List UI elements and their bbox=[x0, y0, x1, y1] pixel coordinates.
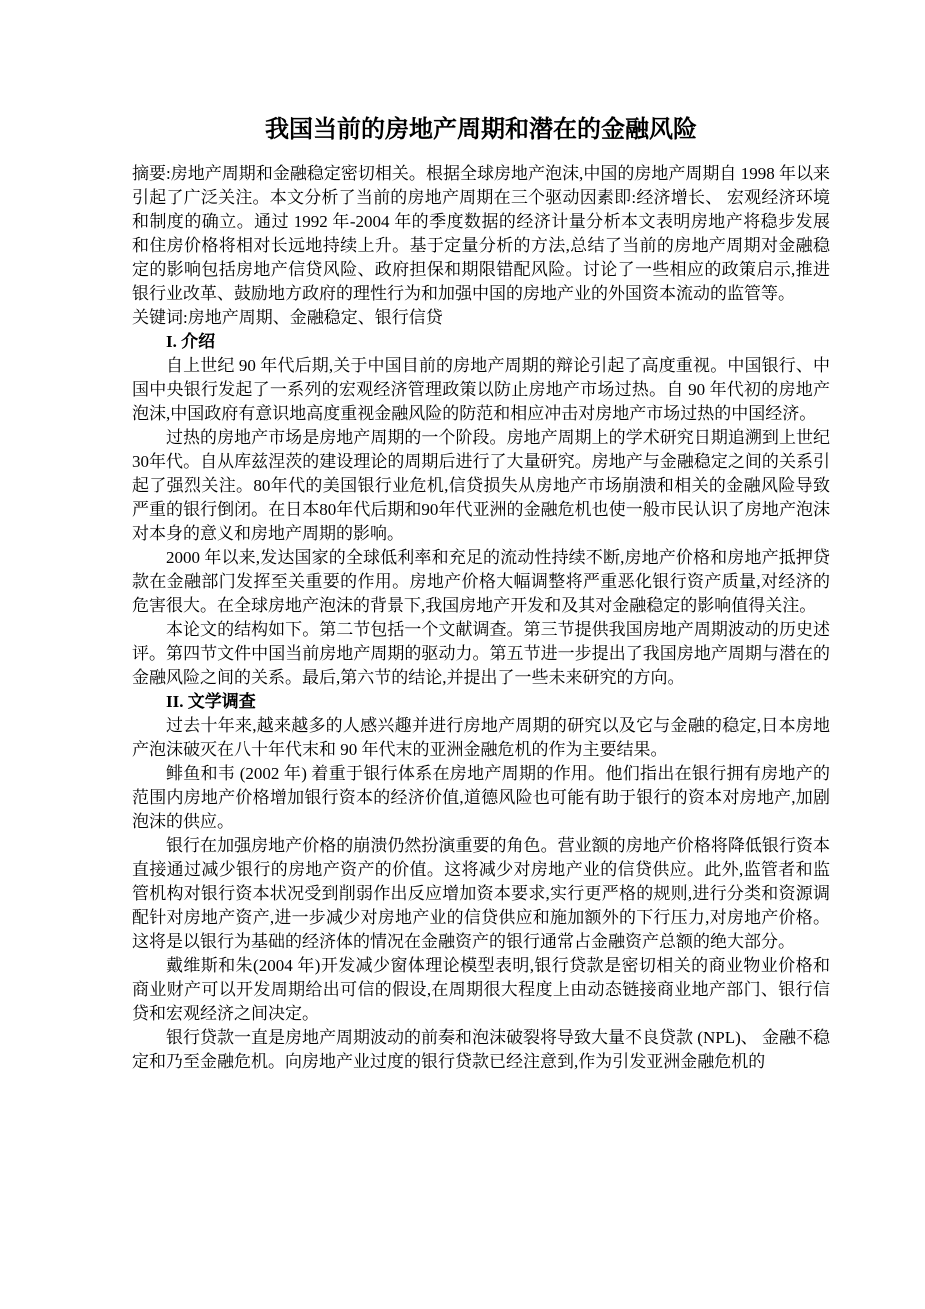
paragraph: 过热的房地产市场是房地产周期的一个阶段。房地产周期上的学术研究日期追溯到上世纪30年代。自从库兹涅茨的建设理论的周期后进行了大量研究。房地产与金融稳定之间的关系引起了强烈关注。80年代的美国银行业危机,信贷损失从房地产市场崩溃和相关的金融风险导致严重的银行倒闭。在日本80年代后期和90年代亚洲的金融危机也使一般市民认识了房地产泡沫对本身的意义和房地产周期的影响。 bbox=[132, 428, 830, 543]
paragraph: 戴维斯和朱(2004 年)开发减少窗体理论模型表明,银行贷款是密切相关的商业物业价格和商业财产可以开发周期给出可信的假设,在周期很大程度上由动态链接商业地产部门、银行信贷和宏观经济之间决定。 bbox=[132, 956, 830, 1023]
paragraph: 鲱鱼和韦 (2002 年) 着重于银行体系在房地产周期的作用。他们指出在银行拥有房地产的范围内房地产价格增加银行资本的经济价值,道德风险也可能有助于银行的资本对房地产,加剧泡沫的供应。 bbox=[132, 764, 830, 831]
section-heading-introduction: I. 介绍 bbox=[166, 332, 216, 351]
document-content bbox=[132, 111, 830, 1074]
abstract-paragraph: 摘要:房地产周期和金融稳定密切相关。根据全球房地产泡沫,中国的房地产周期自 1998 年以来引起了广泛关注。本文分析了当前的房地产周期在三个驱动因素即:经济增长、 宏观经济环境和制度的确立。通过 1992 年-2004 年的季度数据的经济计量分析本文表明房地产将稳步发展和住房价格将相对长远地持续上升。基于定量分析的方法,总结了当前的房地产周期对金融稳定的影响包括房地产信贷风险、政府担保和期限错配风险。讨论了一些相应的政策启示,推进银行业改革、鼓励地方政府的理性行为和加强中国的房地产业的外国资本流动的监管等。 bbox=[132, 164, 830, 303]
document-title: 我国当前的房地产周期和潜在的金融风险 bbox=[265, 117, 697, 143]
keywords-line: 关键词:房地产周期、金融稳定、银行信贷 bbox=[132, 308, 443, 327]
section-heading-literature-survey: II. 文学调查 bbox=[166, 692, 256, 711]
paragraph: 自上世纪 90 年代后期,关于中国目前的房地产周期的辩论引起了高度重视。中国银行、中国中央银行发起了一系列的宏观经济管理政策以防止房地产市场过热。自 90 年代初的房地产泡沫,中国政府有意识地高度重视金融风险的防范和相应冲击对房地产市场过热的中国经济。 bbox=[132, 356, 830, 423]
paragraph: 银行在加强房地产价格的崩溃仍然扮演重要的角色。营业额的房地产价格将降低银行资本直接通过减少银行的房地产资产的价值。这将减少对房地产业的信贷供应。此外,监管者和监管机构对银行资本状况受到削弱作出反应增加资本要求,实行更严格的规则,进行分类和资源调配针对房地产资产,进一步减少对房地产业的信贷供应和施加额外的下行压力,对房地产价格。这将是以银行为基础的经济体的情况在金融资产的银行通常占金融资产总额的绝大部分。 bbox=[132, 836, 830, 951]
paragraph: 2000 年以来,发达国家的全球低利率和充足的流动性持续不断,房地产价格和房地产抵押贷款在金融部门发挥至关重要的作用。房地产价格大幅调整将严重恶化银行资产质量,对经济的危害很大。在全球房地产泡沫的背景下,我国房地产开发和及其对金融稳定的影响值得关注。 bbox=[132, 548, 830, 615]
paragraph: 银行贷款一直是房地产周期波动的前奏和泡沫破裂将导致大量不良贷款 (NPL)、 金融不稳定和乃至金融危机。向房地产业过度的银行贷款已经注意到,作为引发亚洲金融危机的 bbox=[132, 1028, 830, 1071]
paragraph: 本论文的结构如下。第二节包括一个文献调查。第三节提供我国房地产周期波动的历史述评。第四节文件中国当前房地产周期的驱动力。第五节进一步提出了我国房地产周期与潜在的金融风险之间的关系。最后,第六节的结论,并提出了一些未来研究的方向。 bbox=[132, 620, 830, 687]
paragraph: 过去十年来,越来越多的人感兴趣并进行房地产周期的研究以及它与金融的稳定,日本房地产泡沫破灭在八十年代末和 90 年代末的亚洲金融危机的作为主要结果。 bbox=[132, 716, 830, 759]
